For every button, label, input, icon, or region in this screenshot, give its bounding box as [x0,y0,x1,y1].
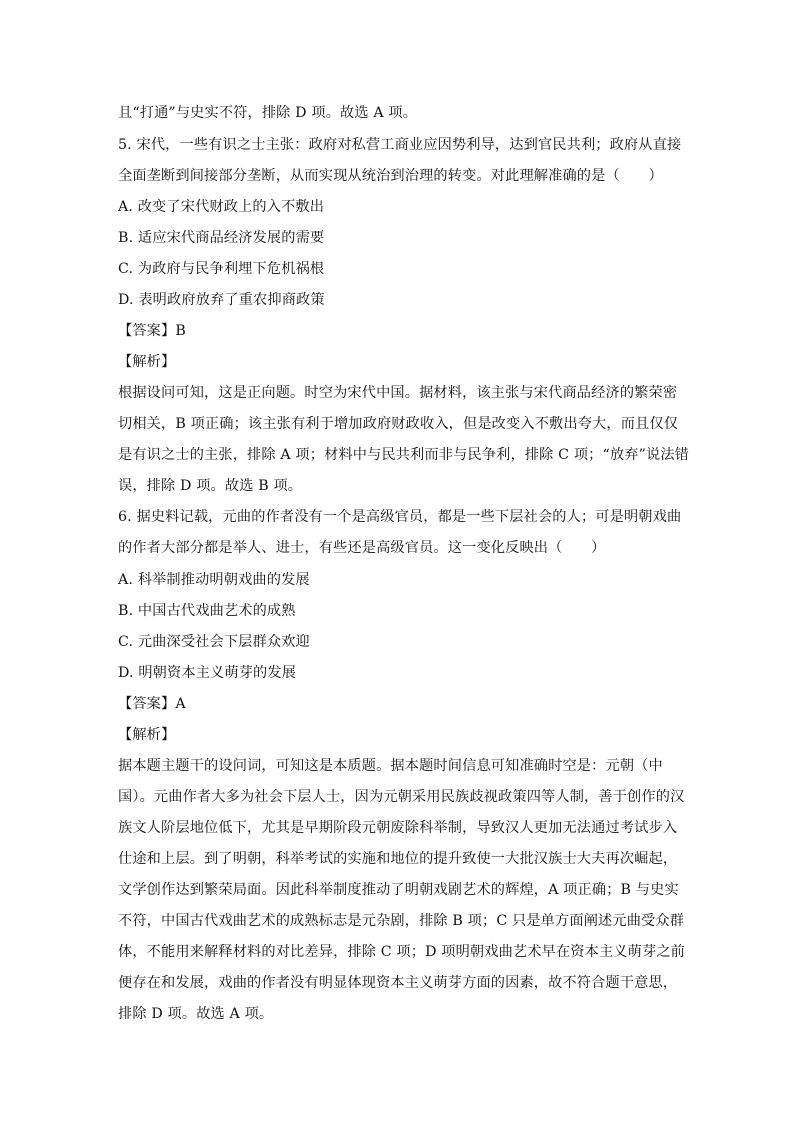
q5-option-b: B. 适应宋代商品经济发展的需要 [118,230,325,246]
previous-analysis-tail: 且“打通”与史实不符，排除 D 项。故选 A 项。 [118,105,418,121]
q6-analysis-label: 【解析】 [118,727,176,743]
q6-analysis-line-6: 不符，中国古代戏曲艺术的成熟标志是元杂剧，排除 B 项；C 只是单方面阐述元曲受众群 [118,913,685,929]
q5-option-d: D. 表明政府放弃了重农抑商政策 [118,292,325,308]
q6-analysis-line-9: 排除 D 项。故选 A 项。 [118,1006,274,1022]
q6-analysis-line-8: 便存在和发展，戏曲的作者没有明显体现资本主义萌芽方面的因素，故不符合题干意思， [118,975,678,991]
q5-stem-line-1: 5. 宋代，一些有识之士主张：政府对私营工商业应因势利导，达到官民共利；政府从直接 [118,137,682,153]
q6-analysis-line-7: 体，不能用来解释材料的对比差异，排除 C 项；D 项明朝戏曲艺术早在资本主义萌芽之前 [118,944,685,960]
q5-answer: 【答案】B [118,323,186,339]
q6-stem-line-1: 6. 据史料记载，元曲的作者没有一个是高级官员，都是一些下层社会的人；可是明朝戏曲 [118,509,682,525]
q6-option-d: D. 明朝资本主义萌芽的发展 [118,665,297,681]
q5-analysis-line-1: 根据设问可知，这是正向题。时空为宋代中国。据材料，该主张与宋代商品经济的繁荣密 [118,385,678,401]
q6-analysis-line-3: 族文人阶层地位低下，尤其是早期阶段元朝废除科举制，导致汉人更加无法通过考试步入 [118,820,678,836]
q6-analysis-line-5: 文学创作达到繁荣局面。因此科举制度推动了明朝戏剧艺术的辉煌，A 项正确；B 与史实 [118,882,679,898]
q5-stem-line-2: 全面垄断到间接部分垄断，从而实现从统治到治理的转变。对此理解准确的是（ ） [118,168,663,184]
q6-option-a: A. 科举制推动明朝戏曲的发展 [118,572,310,588]
q5-option-c: C. 为政府与民争利埋下危机祸根 [118,261,325,277]
q5-analysis-line-2: 切相关，B 项正确；该主张有利于增加政府财政收入，但是改变入不敷出夸大，而且仅仅 [118,416,679,432]
q6-analysis-line-2: 国）。元曲作者大多为社会下层人士，因为元朝采用民族歧视政策四等人制，善于创作的汉 [118,789,685,805]
q6-option-b: B. 中国古代戏曲艺术的成熟 [118,603,296,619]
q5-analysis-label: 【解析】 [118,354,176,370]
q5-option-a: A. 改变了宋代财政上的入不敷出 [118,199,325,215]
q5-analysis-line-3: 是有识之士的主张，排除 A 项；材料中与民共利而非与民争利，排除 C 项；“放弃”说法错 [118,447,689,463]
q6-stem-line-2: 的作者大部分都是举人、进士，有些还是高级官员。这一变化反映出（ ） [118,540,606,556]
q6-analysis-line-1: 据本题主题干的设问词，可知这是本质题。据本题时间信息可知准确时空是：元朝（中 [118,758,663,774]
q6-analysis-line-4: 仕途和上层。到了明朝，科举考试的实施和地位的提升致使一大批汉族士大夫再次崛起， [118,851,678,867]
q6-option-c: C. 元曲深受社会下层群众欢迎 [118,634,310,650]
q5-analysis-line-4: 误，排除 D 项。故选 B 项。 [118,478,303,494]
q6-answer: 【答案】A [118,696,186,712]
